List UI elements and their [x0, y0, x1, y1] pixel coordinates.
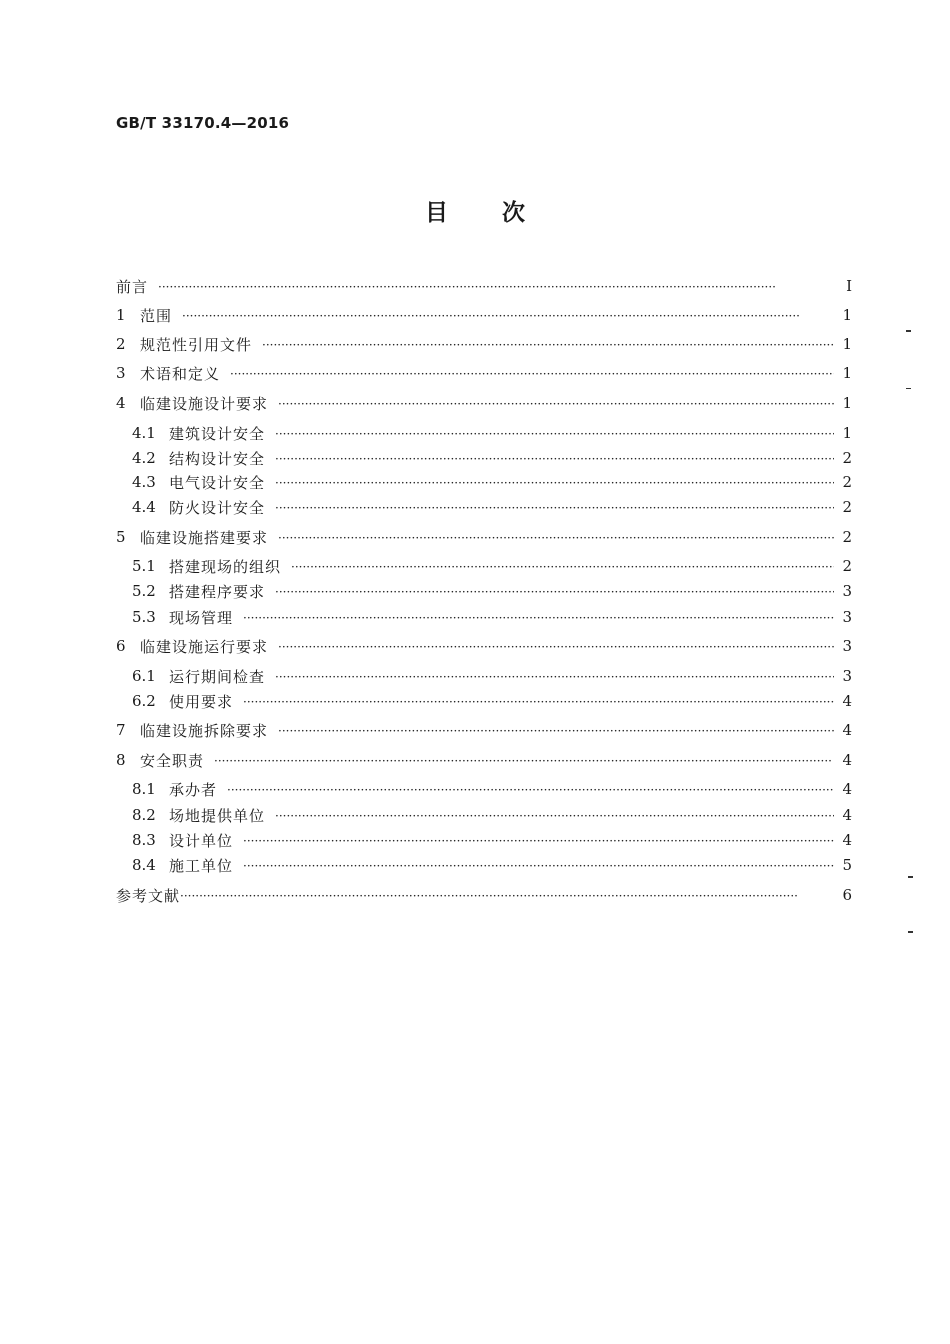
toc-entry-4-3[interactable]: [132, 471, 852, 493]
toc-entry-7[interactable]: [116, 719, 852, 741]
toc-entry-title: 临建设施搭建要求: [140, 528, 269, 547]
toc-dot-leader: [275, 804, 834, 826]
toc-entry-6-1[interactable]: [132, 665, 852, 687]
toc-entry-page: 1: [842, 335, 852, 353]
toc-entry-1[interactable]: [116, 304, 852, 326]
toc-entry-number: 5: [116, 528, 126, 546]
toc-entry-number: 4.3: [132, 473, 156, 491]
toc-entry-title: 结构设计安全: [169, 449, 266, 468]
toc-entry-page: 4: [842, 721, 852, 739]
toc-entry-title: 临建设施拆除要求: [140, 721, 269, 740]
toc-entry-4[interactable]: [116, 392, 852, 414]
toc-entry-title: 前言: [116, 277, 149, 296]
toc-dot-leader: [278, 526, 834, 548]
toc-entry-page: Ⅰ: [846, 277, 852, 295]
toc-entry-number: 6.1: [132, 667, 156, 685]
toc-entry-page: 4: [842, 831, 852, 849]
toc-entry-number: 6: [116, 637, 126, 655]
toc-entry-6-2[interactable]: [132, 690, 852, 712]
toc-dot-leader: [291, 555, 834, 577]
toc-entry-page: 2: [842, 528, 852, 546]
toc-entry-page: 4: [842, 692, 852, 710]
toc-entry-5-3[interactable]: [132, 606, 852, 628]
toc-entry-number: 8.3: [132, 831, 156, 849]
toc-entry-title: 临建设施运行要求: [140, 637, 269, 656]
toc-entry-number: 8.2: [132, 806, 156, 824]
toc-entry-page: 5: [842, 856, 852, 874]
toc-entry-4-2[interactable]: [132, 447, 852, 469]
toc-entry-number: 3: [116, 364, 126, 382]
toc-entry-title: 范围: [140, 306, 173, 325]
toc-entry-title: 建筑设计安全: [169, 424, 266, 443]
toc-entry-title: 参考文献: [116, 886, 181, 905]
toc-entry-page: 4: [842, 806, 852, 824]
toc-entry-page: 3: [842, 667, 852, 685]
toc-dot-leader: [262, 333, 834, 355]
toc-entry-5-1[interactable]: [132, 555, 852, 577]
toc-entry-number: 6.2: [132, 692, 156, 710]
toc-dot-leader: [275, 471, 834, 493]
toc-dot-leader: [243, 854, 834, 876]
scan-margin-mark: [908, 931, 913, 933]
toc-entry-8-2[interactable]: [132, 804, 852, 826]
toc-entry-number: 5.3: [132, 608, 156, 626]
toc-entry-6[interactable]: [116, 635, 852, 657]
toc-dot-leader: [275, 665, 834, 687]
toc-entry-3[interactable]: [116, 362, 852, 384]
toc-entry-page: 4: [842, 780, 852, 798]
scan-margin-mark: [906, 388, 911, 389]
toc-entry-title: 设计单位: [169, 831, 234, 850]
toc-dot-leader: [278, 719, 834, 741]
toc-entry-page: 3: [842, 637, 852, 655]
toc-dot-leader: [214, 749, 834, 771]
toc-dot-leader: [275, 496, 834, 518]
toc-dot-leader: [180, 884, 834, 906]
toc-entry-title: 术语和定义: [140, 364, 221, 383]
toc-entry-title: 电气设计安全: [169, 473, 266, 492]
toc-entry-title: 使用要求: [169, 692, 234, 711]
toc-entry-page: 3: [842, 582, 852, 600]
toc-dot-leader: [278, 392, 834, 414]
toc-dot-leader: [182, 304, 834, 326]
toc-dot-leader: [243, 690, 834, 712]
toc-entry-8-4[interactable]: [132, 854, 852, 876]
toc-dot-leader: [243, 606, 834, 628]
toc-entry-number: 1: [116, 306, 126, 324]
toc-dot-leader: [278, 635, 834, 657]
toc-entry-number: 5.1: [132, 557, 156, 575]
toc-entry-foreword[interactable]: [116, 275, 852, 297]
toc-entry-4-4[interactable]: [132, 496, 852, 518]
toc-dot-leader: [275, 580, 834, 602]
toc-entry-page: 4: [842, 751, 852, 769]
scan-margin-mark: [906, 330, 911, 332]
toc-entry-title: 搭建程序要求: [169, 582, 266, 601]
toc-entry-page: 2: [842, 449, 852, 467]
toc-dot-leader: [275, 447, 834, 469]
toc-entry-page: 1: [842, 424, 852, 442]
standard-code: GB/T 33170.4—2016: [116, 114, 290, 132]
toc-entry-page: 1: [842, 394, 852, 412]
toc-dot-leader: [158, 275, 834, 297]
toc-entry-page: 3: [842, 608, 852, 626]
toc-entry-2[interactable]: [116, 333, 852, 355]
toc-entry-page: 1: [842, 364, 852, 382]
toc-entry-title: 承办者: [169, 780, 218, 799]
toc-entry-number: 4: [116, 394, 126, 412]
toc-entry-title: 运行期间检查: [169, 667, 266, 686]
toc-entry-title: 现场管理: [169, 608, 234, 627]
scan-margin-mark: [908, 876, 913, 878]
toc-entry-number: 7: [116, 721, 126, 739]
toc-entry-number: 8.1: [132, 780, 156, 798]
toc-entry-number: 4.1: [132, 424, 156, 442]
toc-entry-title: 施工单位: [169, 856, 234, 875]
page-title: 目次: [425, 200, 579, 226]
toc-entry-title: 防火设计安全: [169, 498, 266, 517]
toc-entry-page: 2: [842, 557, 852, 575]
toc-entry-8-3[interactable]: [132, 829, 852, 851]
toc-dot-leader: [275, 422, 834, 444]
toc-entry-number: 5.2: [132, 582, 156, 600]
toc-entry-title: 搭建现场的组织: [169, 557, 282, 576]
toc-dot-leader: [230, 362, 834, 384]
toc-entry-number: 4.2: [132, 449, 156, 467]
toc-entry-5-2[interactable]: [132, 580, 852, 602]
toc-entry-title: 临建设施设计要求: [140, 394, 269, 413]
toc-entry-number: 8: [116, 751, 126, 769]
toc-entry-title: 安全职责: [140, 751, 205, 770]
toc-entry-number: 2: [116, 335, 126, 353]
toc-dot-leader: [243, 829, 834, 851]
toc-entry-5[interactable]: [116, 526, 852, 548]
toc-entry-title: 规范性引用文件: [140, 335, 253, 354]
toc-dot-leader: [227, 778, 834, 800]
toc-entry-title: 场地提供单位: [169, 806, 266, 825]
toc-entry-bibliography[interactable]: [116, 884, 852, 906]
toc-entry-8-1[interactable]: [132, 778, 852, 800]
toc-entry-number: 8.4: [132, 856, 156, 874]
toc-entry-page: 6: [842, 886, 852, 904]
toc-entry-page: 2: [842, 473, 852, 491]
toc-entry-8[interactable]: [116, 749, 852, 771]
toc-entry-4-1[interactable]: [132, 422, 852, 444]
toc-entry-page: 1: [842, 306, 852, 324]
toc-entry-number: 4.4: [132, 498, 156, 516]
toc-entry-page: 2: [842, 498, 852, 516]
